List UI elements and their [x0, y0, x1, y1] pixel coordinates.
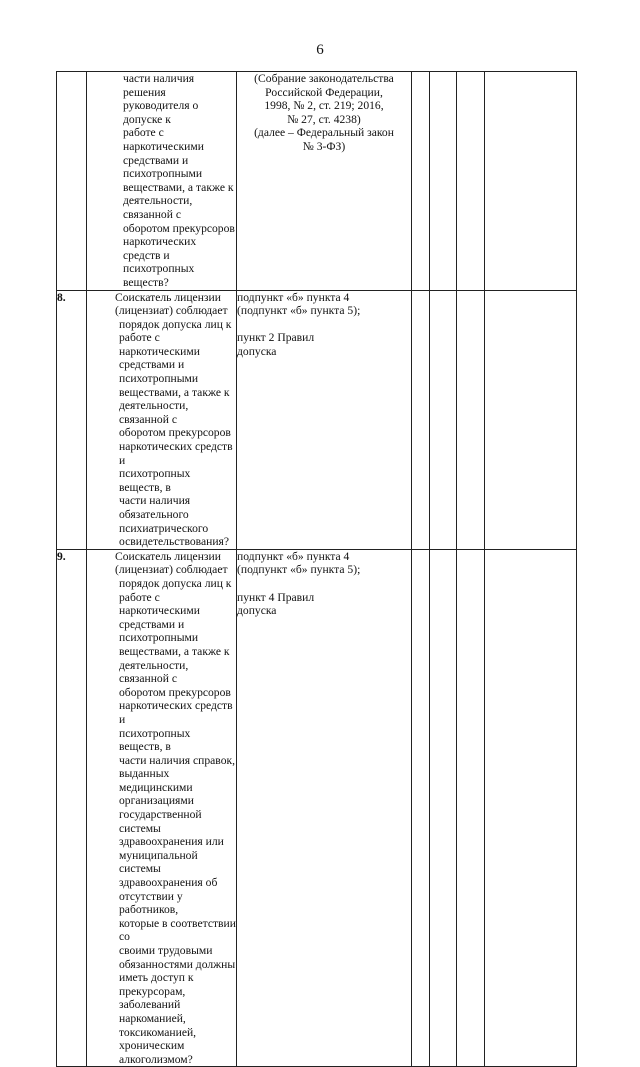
notes-cell [485, 290, 577, 549]
question-line: Соискатель лицензии [115, 290, 221, 304]
question-line: веществами, а также к [119, 385, 230, 399]
question-line: организациями [119, 794, 194, 808]
question-line: освидетельствования? [119, 535, 229, 549]
question-line: психотропных веществ, в [119, 467, 191, 494]
question-line: отсутствии у работников, [119, 889, 183, 917]
reference-line: Российской Федерации, [265, 85, 383, 99]
question-line: Соискатель лицензии [115, 549, 221, 563]
question-line: (лицензиат) соблюдает [115, 563, 228, 577]
question-line: которые в соответствии со [119, 916, 236, 944]
question-line: средствами и [119, 358, 185, 372]
question-line: наркоманией, [119, 1011, 186, 1025]
question-line: прекурсорам, заболеваний [119, 984, 186, 1012]
question-line: токсикоманией, [119, 1025, 197, 1039]
reference-cell [237, 72, 412, 291]
question-line: хроническим [119, 1039, 185, 1053]
question-line: части наличия [119, 494, 191, 508]
question-line: работе с наркотическими [119, 590, 200, 618]
question-line: психотропных веществ, в [119, 726, 191, 754]
question-line: оборотом прекурсоров [123, 221, 235, 235]
line-gap [237, 577, 411, 591]
question-line: средствами и [119, 617, 185, 631]
reference-line: (подпункт «б» пункта 5); [237, 304, 361, 318]
reference-cell [237, 290, 412, 549]
notes-cell [485, 549, 577, 1067]
reference-line: (подпункт «б» пункта 5); [237, 563, 361, 577]
page-number: 6 [316, 42, 324, 58]
checklist-table [56, 71, 577, 1067]
question-line: своими трудовыми [119, 944, 213, 957]
reference-line: допуска [237, 344, 277, 358]
question-line: порядок допуска лиц к [119, 317, 232, 331]
answer-cell-yes [412, 549, 430, 1067]
question-line: веществами, а также к [123, 180, 234, 194]
question-line: психотропными [123, 167, 203, 181]
answer-cell-no [430, 290, 457, 549]
question-line: психотропных веществ? [123, 262, 195, 289]
reference-line: пункт 4 Правил [237, 590, 315, 604]
reference-line: 1998, № 2, ст. 219; 2016, [264, 99, 384, 113]
question-line: части наличия решения [123, 72, 195, 99]
answer-cell-yes [412, 290, 430, 549]
reference-line: № 27, ст. 4238) [287, 112, 361, 126]
question-line: (лицензиат) соблюдает [115, 304, 228, 318]
question-line: алкоголизмом? [119, 1052, 193, 1066]
question-line: психиатрического [119, 521, 209, 535]
table-row [57, 549, 577, 1067]
reference-line: пункт 2 Правил [237, 331, 315, 345]
question-line: обязательного [119, 508, 189, 521]
row-number: 8. [57, 290, 87, 549]
question-line: наркотических средств и [119, 699, 233, 726]
line-gap [237, 318, 411, 332]
question-line: деятельности, связанной с [119, 399, 189, 426]
question-line: работе с наркотическими [123, 126, 204, 153]
question-line: наркотических средств и [123, 235, 197, 262]
question-line: деятельности, связанной с [119, 658, 189, 686]
answer-cell-na [457, 72, 485, 291]
question-line: государственной системы [119, 808, 202, 835]
question-line: работе с наркотическими [119, 331, 200, 358]
answer-cell-no [430, 549, 457, 1067]
question-line: деятельности, связанной с [123, 194, 193, 221]
question-line: оборотом прекурсоров [119, 685, 231, 699]
question-line: оборотом прекурсоров [119, 426, 231, 440]
question-cell [87, 72, 237, 291]
question-line: здравоохранения об [119, 876, 218, 890]
row-number: 9. [57, 549, 87, 1067]
question-line: обязанностями должны [119, 957, 236, 971]
table-row [57, 290, 577, 549]
reference-line: (далее – Федеральный закон [254, 126, 394, 140]
reference-line: подпункт «б» пункта 4 [237, 549, 350, 563]
question-line: муниципальной системы [119, 848, 198, 876]
question-line: здравоохранения или [119, 835, 224, 849]
question-line: части наличия справок, [119, 753, 236, 767]
row-number [57, 72, 87, 291]
answer-cell-na [457, 290, 485, 549]
answer-cell-yes [412, 72, 430, 291]
reference-line: допуска [237, 604, 277, 618]
question-line: психотропными [119, 631, 199, 645]
question-line: средствами и [123, 153, 189, 167]
question-line: веществами, а также к [119, 644, 230, 658]
reference-line: № 3-ФЗ) [302, 139, 346, 153]
reference-cell [237, 549, 412, 1067]
notes-cell [485, 72, 577, 291]
answer-cell-no [430, 72, 457, 291]
question-line: наркотических средств и [119, 440, 233, 467]
answer-cell-na [457, 549, 485, 1067]
reference-line: (Собрание законодательства [254, 72, 394, 85]
question-line: порядок допуска лиц к [119, 576, 232, 590]
question-line: иметь доступ к [119, 971, 194, 985]
question-cell [87, 290, 237, 549]
table-row [57, 72, 577, 291]
reference-line: подпункт «б» пункта 4 [237, 290, 350, 304]
question-line: психотропными [119, 372, 199, 386]
question-cell [87, 549, 237, 1067]
question-line: выданных медицинскими [119, 767, 193, 794]
question-line: руководителя о допуске к [123, 99, 199, 126]
